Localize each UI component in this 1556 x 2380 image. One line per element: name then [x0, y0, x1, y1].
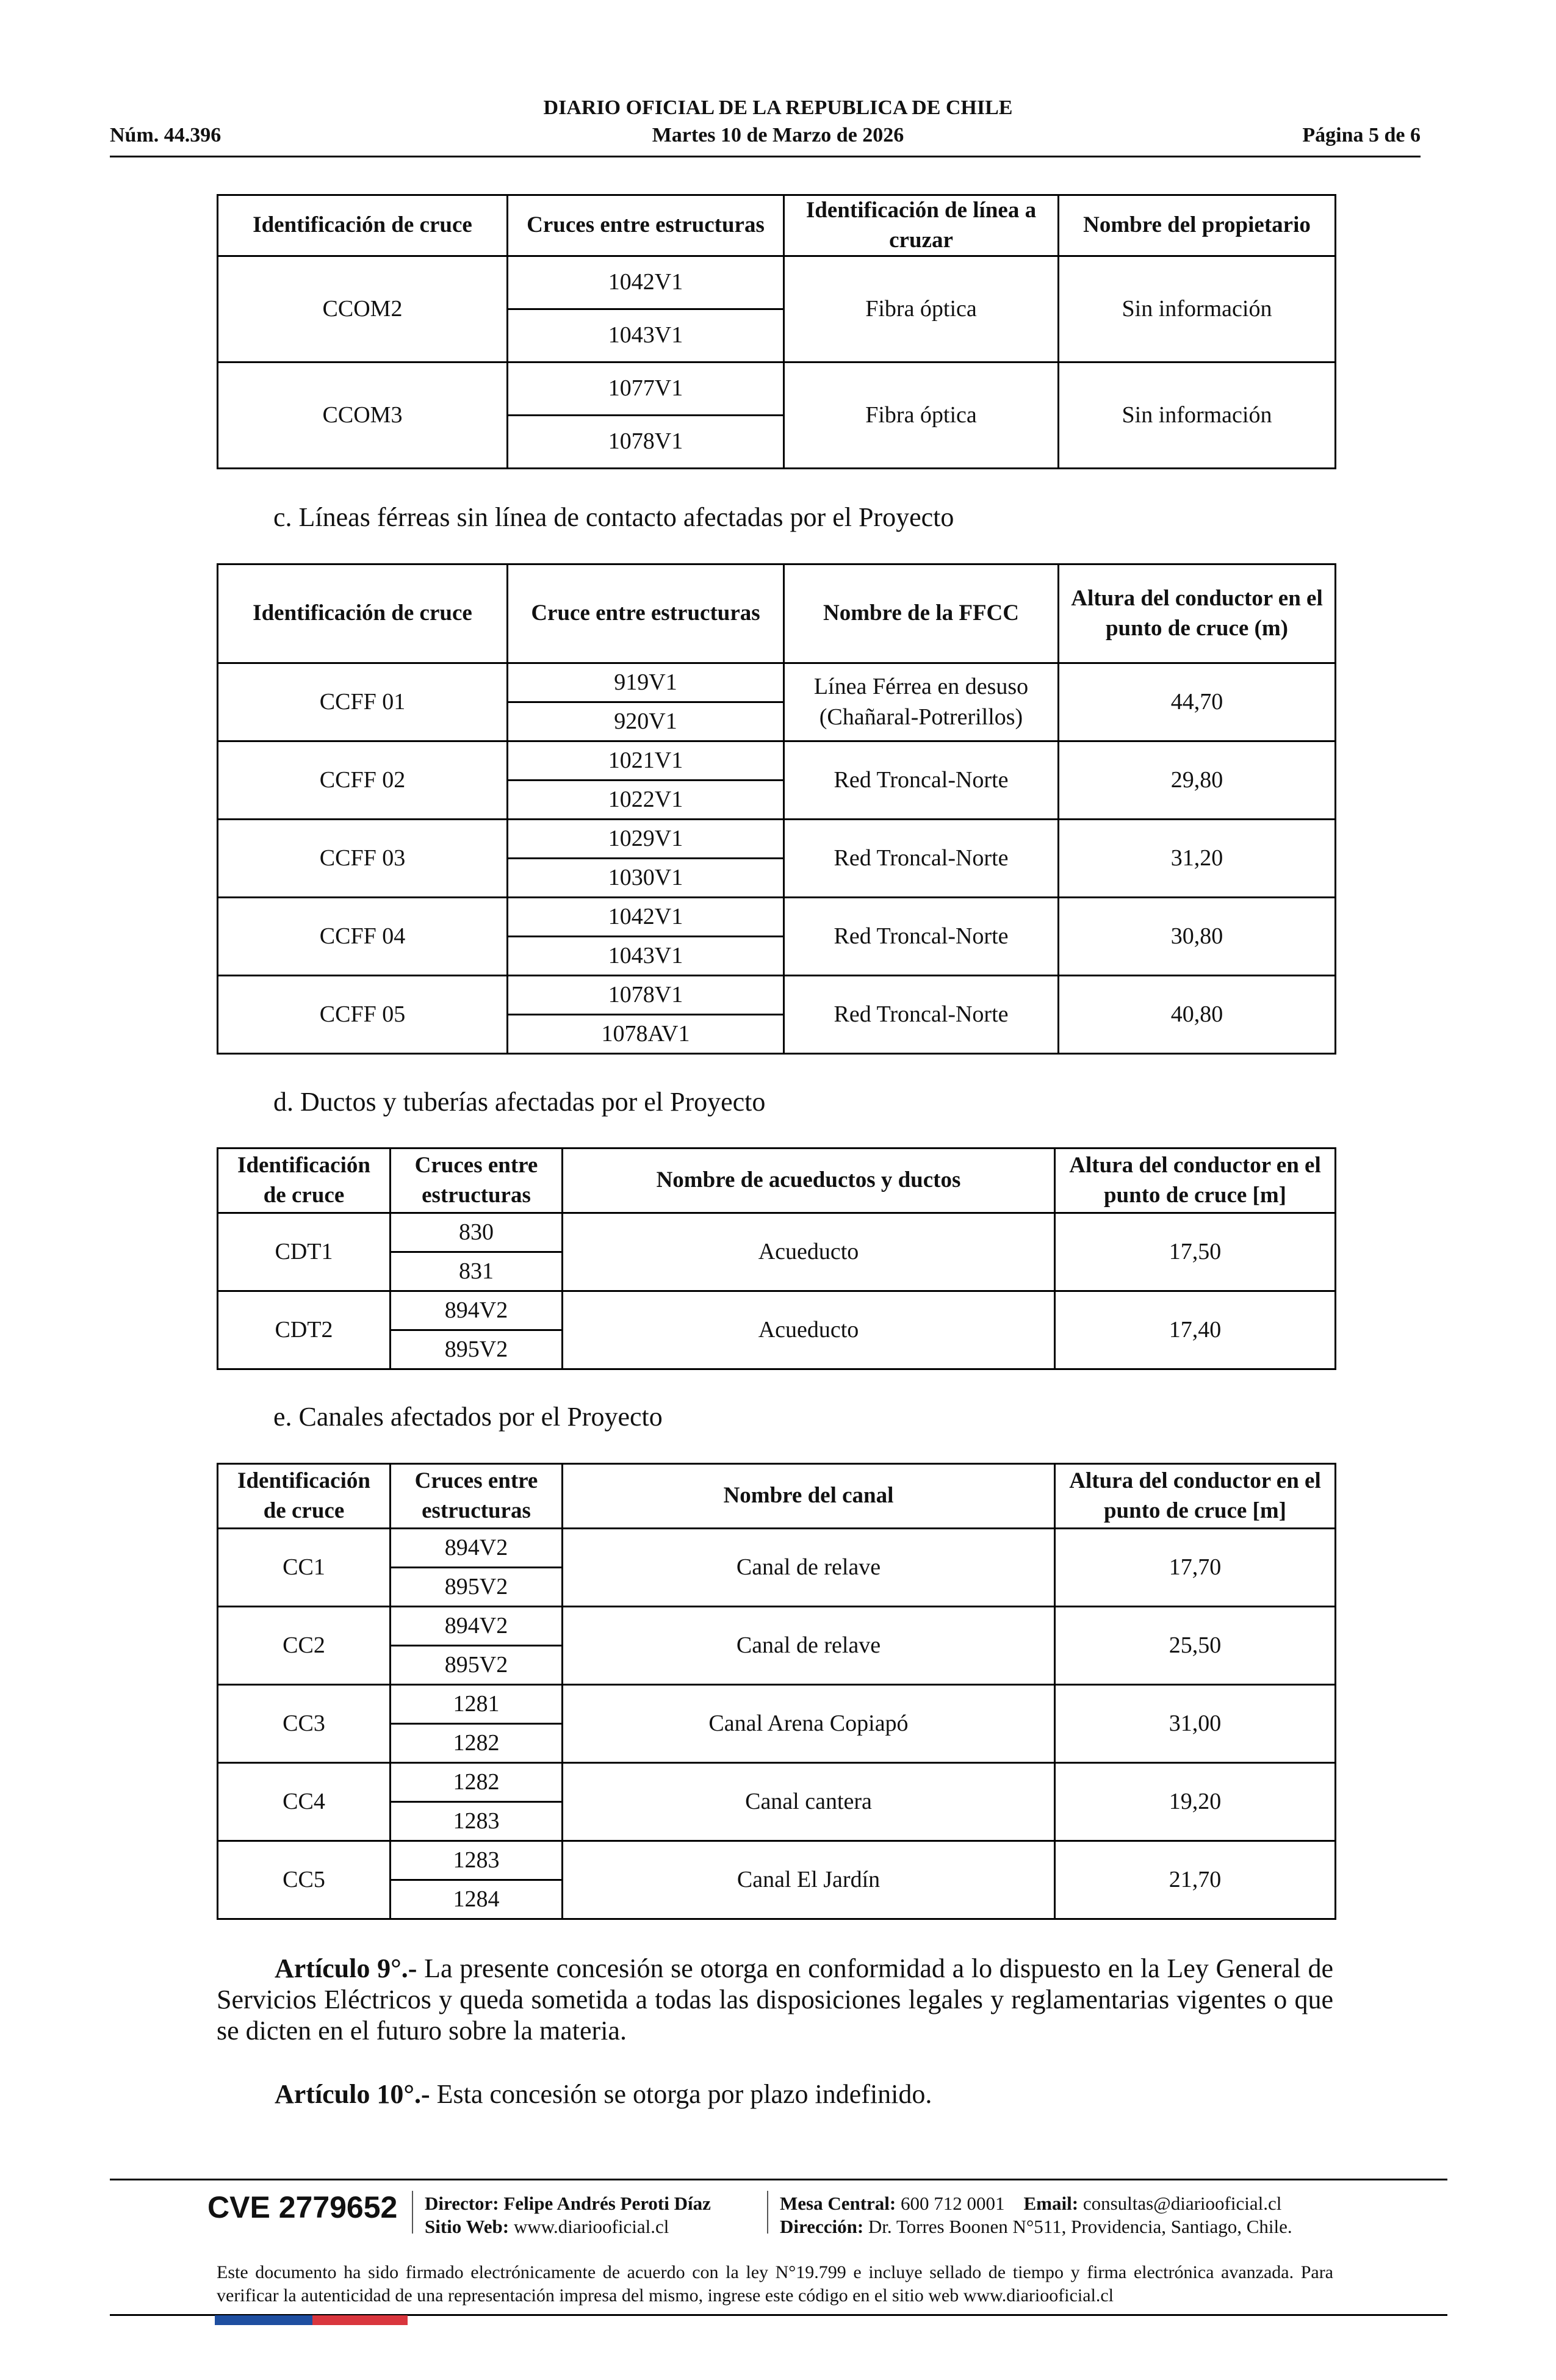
height-cell: 30,80 — [1059, 898, 1336, 976]
footer-director-block — [425, 2192, 711, 2238]
table-row — [218, 1291, 1336, 1330]
structure-cell: 1077V1 — [508, 362, 784, 416]
section-c-title: c. Líneas férreas sin línea de contacto afectadas por el Proyecto — [273, 502, 954, 532]
line-cell: Fibra óptica — [784, 256, 1059, 362]
table-row — [218, 663, 1336, 702]
director-label: Director: — [425, 2193, 499, 2214]
signature-note: Este documento ha sido firmado electrónicamente de acuerdo con la ley N°19.799 e incluye sellado de tiempo y firma electrónica avanzada. Para verificar la autenticidad de una representación impresa del mismo, ingrese este código en el sitio web www.diariooficial.cl — [217, 2262, 1333, 2306]
footer-divider — [110, 2179, 1447, 2180]
height-cell: 29,80 — [1059, 741, 1336, 820]
canal-name: Canal El Jardín — [563, 1841, 1055, 1919]
section-e-title: e. Canales afectados por el Proyecto — [273, 1402, 663, 1432]
structure-cell: 1284 — [391, 1880, 563, 1919]
crossing-id: CC3 — [218, 1685, 391, 1763]
table-canal-crossings — [217, 1463, 1336, 1920]
article-text: La presente concesión se otorga en conformidad a lo dispuesto en la Ley General de Servicios Eléctricos y queda sometida a todas las disposiciones legales y reglamentarias vigentes o que se dicten en el futuro sobre la materia. — [217, 1953, 1334, 2046]
structure-cell: 1029V1 — [508, 820, 784, 859]
height-cell: 17,40 — [1055, 1291, 1336, 1369]
owner-cell: Sin información — [1059, 362, 1336, 469]
canal-name: Canal de relave — [563, 1529, 1055, 1607]
address-text: Dr. Torres Boonen N°511, Providencia, Santiago, Chile. — [868, 2216, 1292, 2237]
crossing-id: CC5 — [218, 1841, 391, 1919]
header-divider — [110, 156, 1421, 157]
structure-cell: 830 — [391, 1213, 563, 1252]
structure-cell: 895V2 — [391, 1646, 563, 1685]
footer-contact-block — [780, 2192, 1292, 2238]
crossing-id: CC1 — [218, 1529, 391, 1607]
col-header: Identificación de línea a cruzar — [784, 195, 1059, 256]
line-cell: Fibra óptica — [784, 362, 1059, 469]
structure-cell: 1283 — [391, 1802, 563, 1841]
email-label: Email: — [1023, 2193, 1079, 2214]
structure-cell: 1283 — [391, 1841, 563, 1880]
cve-code: CVE 2779652 — [207, 2190, 398, 2224]
structure-cell: 1021V1 — [508, 741, 784, 781]
table-row — [218, 1607, 1336, 1646]
railway-name: Red Troncal-Norte — [784, 741, 1059, 820]
structure-cell: 895V2 — [391, 1330, 563, 1369]
height-cell: 25,50 — [1055, 1607, 1336, 1685]
structure-cell: 1022V1 — [508, 781, 784, 820]
footer-separator — [412, 2191, 413, 2234]
crossing-id: CCFF 02 — [218, 741, 508, 820]
article-text: Esta concesión se otorga por plazo indefinido. — [436, 2079, 932, 2109]
railway-name: Red Troncal-Norte — [784, 976, 1059, 1054]
structure-cell: 1042V1 — [508, 256, 784, 309]
structure-cell: 1281 — [391, 1685, 563, 1724]
structure-cell: 1078V1 — [508, 976, 784, 1015]
height-cell: 17,70 — [1055, 1529, 1336, 1607]
table-row — [218, 898, 1336, 937]
railway-name: Red Troncal-Norte — [784, 898, 1059, 976]
canal-name: Canal de relave — [563, 1607, 1055, 1685]
table-row — [218, 741, 1336, 781]
col-header: Nombre de la FFCC — [784, 564, 1059, 663]
table-row — [218, 976, 1336, 1015]
table-row — [218, 362, 1336, 416]
crossing-id: CC2 — [218, 1607, 391, 1685]
duct-name: Acueducto — [563, 1291, 1055, 1369]
crossing-id: CCOM2 — [218, 256, 508, 362]
col-header: Nombre del canal — [563, 1464, 1055, 1529]
article-lead: Artículo 10°.- — [275, 2079, 430, 2109]
web-label: Sitio Web: — [425, 2216, 510, 2237]
col-header: Altura del conductor en el punto de cruce [m] — [1055, 1464, 1336, 1529]
col-header: Identificación de cruce — [218, 1149, 391, 1213]
crossing-id: CC4 — [218, 1763, 391, 1841]
issue-date: Martes 10 de Marzo de 2026 — [652, 124, 904, 146]
structure-cell: 1030V1 — [508, 859, 784, 898]
structure-cell: 920V1 — [508, 702, 784, 741]
railway-name: Red Troncal-Norte — [784, 820, 1059, 898]
col-header: Cruce entre estructuras — [508, 564, 784, 663]
col-header: Cruces entre estructuras — [508, 195, 784, 256]
table-communications-crossings — [217, 194, 1336, 469]
height-cell: 44,70 — [1059, 663, 1336, 741]
issue-number: Núm. 44.396 — [110, 124, 222, 146]
table-row — [218, 1213, 1336, 1252]
structure-cell: 919V1 — [508, 663, 784, 702]
table-duct-crossings — [217, 1147, 1336, 1370]
mesa-label: Mesa Central: — [780, 2193, 896, 2214]
table-row — [218, 1685, 1336, 1724]
col-header: Identificación de cruce — [218, 1464, 391, 1529]
structure-cell: 1043V1 — [508, 309, 784, 362]
structure-cell: 1042V1 — [508, 898, 784, 937]
article-lead: Artículo 9°.- — [275, 1953, 417, 1983]
crossing-id: CCFF 01 — [218, 663, 508, 741]
email-link[interactable]: consultas@diariooficial.cl — [1082, 2193, 1282, 2214]
structure-cell: 831 — [391, 1252, 563, 1291]
owner-cell: Sin información — [1059, 256, 1336, 362]
railway-name: Línea Férrea en desuso (Chañaral-Potrerillos) — [784, 663, 1059, 741]
article-10 — [217, 2079, 1333, 2110]
height-cell: 40,80 — [1059, 976, 1336, 1054]
table-row — [218, 1841, 1336, 1880]
structure-cell: 894V2 — [391, 1607, 563, 1646]
flag-stripe-red — [312, 2315, 408, 2325]
section-d-title: d. Ductos y tuberías afectadas por el Proyecto — [273, 1087, 766, 1117]
structure-cell: 1282 — [391, 1724, 563, 1763]
duct-name: Acueducto — [563, 1213, 1055, 1291]
journal-title: DIARIO OFICIAL DE LA REPUBLICA DE CHILE — [543, 96, 1013, 119]
structure-cell: 1043V1 — [508, 937, 784, 976]
crossing-id: CCFF 03 — [218, 820, 508, 898]
footer-separator — [767, 2191, 768, 2234]
article-9 — [217, 1953, 1333, 2046]
table-row — [218, 820, 1336, 859]
table-row — [218, 1763, 1336, 1802]
structure-cell: 1078AV1 — [508, 1015, 784, 1054]
table-row — [218, 256, 1336, 309]
crossing-id: CDT1 — [218, 1213, 391, 1291]
canal-name: Canal cantera — [563, 1763, 1055, 1841]
col-header: Nombre de acueductos y ductos — [563, 1149, 1055, 1213]
table-row — [218, 1529, 1336, 1568]
director-name: Felipe Andrés Peroti Díaz — [503, 2193, 711, 2214]
col-header: Altura del conductor en el punto de cruce [m] — [1055, 1149, 1336, 1213]
structure-cell: 894V2 — [391, 1291, 563, 1330]
height-cell: 31,20 — [1059, 820, 1336, 898]
flag-stripe-blue — [215, 2315, 312, 2325]
structure-cell: 894V2 — [391, 1529, 563, 1568]
crossing-id: CCFF 04 — [218, 898, 508, 976]
col-header: Nombre del propietario — [1059, 195, 1336, 256]
col-header: Cruces entre estructuras — [391, 1149, 563, 1213]
web-link[interactable]: www.diariooficial.cl — [513, 2216, 669, 2237]
address-label: Dirección: — [780, 2216, 864, 2237]
structure-cell: 895V2 — [391, 1568, 563, 1607]
canal-name: Canal Arena Copiapó — [563, 1685, 1055, 1763]
col-header: Cruces entre estructuras — [391, 1464, 563, 1529]
height-cell: 19,20 — [1055, 1763, 1336, 1841]
height-cell: 31,00 — [1055, 1685, 1336, 1763]
structure-cell: 1078V1 — [508, 416, 784, 469]
crossing-id: CDT2 — [218, 1291, 391, 1369]
crossing-id: CCOM3 — [218, 362, 508, 469]
structure-cell: 1282 — [391, 1763, 563, 1802]
col-header: Identificación de cruce — [218, 195, 508, 256]
col-header: Altura del conductor en el punto de cruce (m) — [1059, 564, 1336, 663]
crossing-id: CCFF 05 — [218, 976, 508, 1054]
mesa-phone: 600 712 0001 — [901, 2193, 1005, 2214]
col-header: Identificación de cruce — [218, 564, 508, 663]
page-number: Página 5 de 6 — [1302, 124, 1421, 146]
table-railway-crossings — [217, 563, 1336, 1055]
height-cell: 17,50 — [1055, 1213, 1336, 1291]
height-cell: 21,70 — [1055, 1841, 1336, 1919]
